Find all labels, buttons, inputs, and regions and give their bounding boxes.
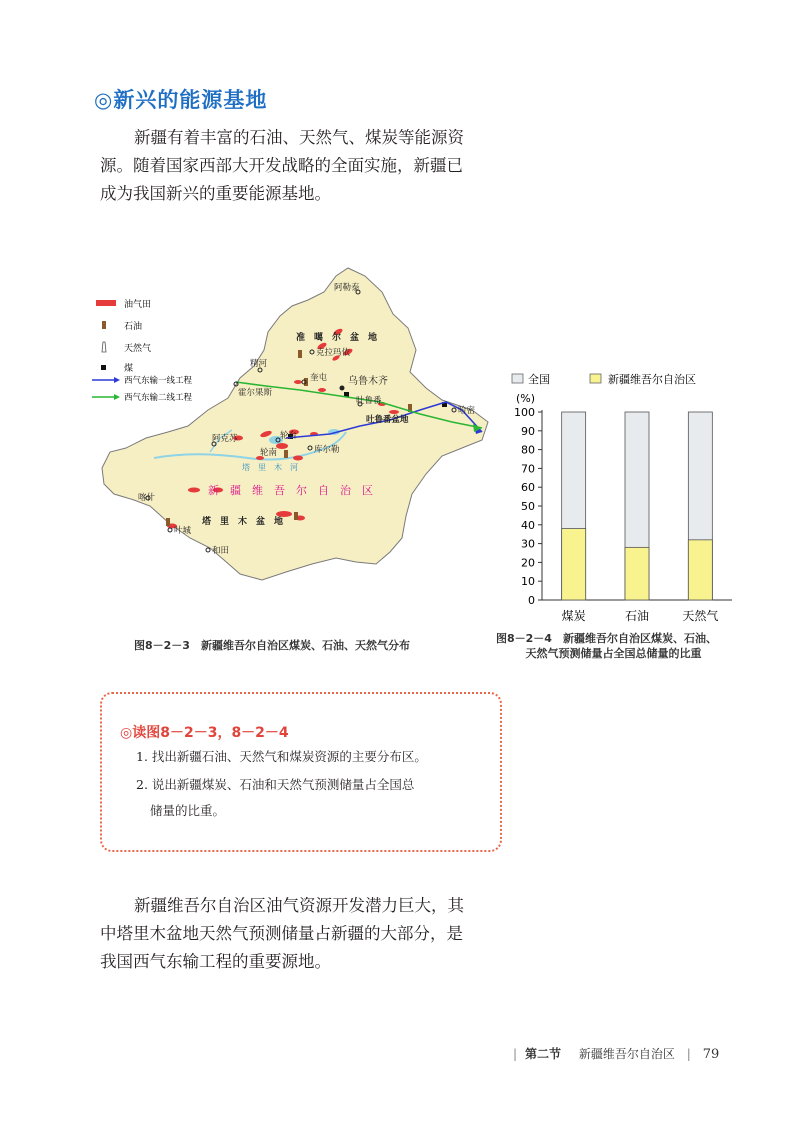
read-map-box	[100, 692, 502, 852]
label-karamay: 克拉玛依	[316, 348, 351, 358]
read-item-1: 1. 找出新疆石油、天然气和煤炭资源的主要分布区。	[136, 749, 427, 764]
intro-line: 成为我国新兴的重要能源基地。	[100, 184, 331, 203]
y-tick-label: 80	[521, 443, 535, 457]
legend-swatch-xinjiang	[590, 374, 601, 383]
legend-swatch-national	[512, 374, 523, 383]
legend-pipeline-1: 西气东输一线工程	[124, 376, 193, 386]
chart-caption-line1: 图8－2－4 新疆维吾尔自治区煤炭、石油、	[496, 632, 717, 645]
label-kashgar: 喀什	[138, 493, 156, 503]
label-khorgas: 霍尔果斯	[238, 388, 273, 398]
x-tick-label: 石油	[624, 609, 650, 623]
page-footer: | 第二节 新疆维吾尔自治区 | 79	[513, 1047, 720, 1062]
intro-line: 源。随着国家西部大开发战略的全面实施，新疆已	[100, 156, 463, 175]
y-tick-label: 40	[521, 518, 535, 532]
read-box-title: ◎读图8－2－3，8－2－4	[120, 725, 289, 741]
chart-caption	[496, 631, 717, 661]
intro-paragraph	[100, 124, 504, 208]
xinjiang-energy-map	[90, 262, 510, 622]
y-tick-label: 100	[514, 406, 535, 419]
read-item-2: 2. 说出新疆煤炭、石油和天然气预测储量占全国总	[136, 777, 415, 792]
y-tick-label: 90	[521, 424, 535, 438]
outro-line: 中塔里木盆地天然气预测储量占新疆的大部分，是	[100, 924, 463, 943]
read-item-2-cont: 储量的比重。	[150, 803, 226, 818]
legend-label-xinjiang: 新疆维吾尔自治区	[608, 373, 696, 386]
label-jinghe: 精河	[250, 359, 268, 369]
intro-line: 新疆有着丰富的石油、天然气、煤炭等能源资	[134, 128, 464, 147]
y-tick-label: 60	[521, 481, 535, 495]
label-luntai: 轮台	[280, 431, 298, 441]
chart-caption-line2: 天然气预测储量占全国总储量的比重	[525, 647, 702, 660]
y-axis-label: (%)	[516, 392, 536, 405]
legend-coal: 煤	[124, 364, 134, 374]
label-region: 新 疆 维 吾 尔 自 治 区	[208, 484, 373, 497]
legend-oil: 石油	[124, 322, 143, 332]
map-svg	[90, 262, 510, 622]
footer-title: 新疆维吾尔自治区	[578, 1047, 675, 1061]
outro-line: 我国西气东输工程的重要源地。	[100, 952, 331, 971]
map-caption: 图8－2－3 新疆维吾尔自治区煤炭、石油、天然气分布	[134, 639, 410, 652]
label-aksu: 阿克苏	[212, 434, 238, 444]
label-altay: 阿勒泰	[334, 283, 360, 293]
y-tick-label: 50	[521, 500, 535, 513]
y-tick-label: 30	[521, 537, 535, 551]
label-tarim-river: 塔 里 木 河	[242, 463, 298, 472]
label-kuytun: 奎屯	[310, 373, 328, 383]
bar-xinjiang	[562, 529, 586, 600]
legend-label-national: 全国	[528, 373, 550, 386]
page-number: 79	[702, 1047, 720, 1062]
x-tick-label: 煤炭	[561, 609, 586, 623]
label-korla: 库尔勒	[314, 445, 340, 455]
xinjiang-outline	[102, 268, 488, 580]
label-tarim-basin: 塔 里 木 盆 地	[202, 517, 284, 527]
outro-paragraph	[100, 892, 504, 976]
label-lunnan: 轮南	[260, 448, 278, 458]
label-hotan: 和田	[212, 546, 230, 556]
outro-line: 新疆维吾尔自治区油气资源开发潜力巨大，其	[134, 896, 464, 915]
x-tick-label: 天然气	[682, 609, 719, 623]
y-tick-label: 20	[521, 556, 535, 570]
y-tick-label: 10	[521, 575, 535, 589]
map-legend	[92, 298, 193, 403]
legend-gas: 天然气	[124, 344, 152, 354]
footer-section: 第二节	[525, 1047, 562, 1061]
legend-pipeline-2: 西气东输二线工程	[124, 393, 193, 403]
reserves-chart	[496, 368, 741, 630]
label-urumqi: 乌鲁木齐	[348, 376, 388, 387]
label-turpan: 吐鲁番	[356, 396, 382, 406]
section-title: ◎新兴的能源基地	[94, 88, 268, 112]
y-tick-label: 70	[521, 462, 535, 476]
bar-xinjiang	[625, 547, 649, 600]
label-yecheng: 叶城	[174, 526, 192, 536]
legend-oil-gas-field: 油气田	[124, 300, 152, 310]
bar-xinjiang	[688, 540, 712, 600]
label-dzungar: 准 噶 尔 盆 地	[296, 333, 378, 343]
label-turpan-basin: 吐鲁番盆地	[366, 415, 409, 425]
chart-svg	[496, 368, 741, 630]
label-hami: 哈密	[458, 406, 476, 416]
y-tick-label: 0	[528, 594, 535, 607]
